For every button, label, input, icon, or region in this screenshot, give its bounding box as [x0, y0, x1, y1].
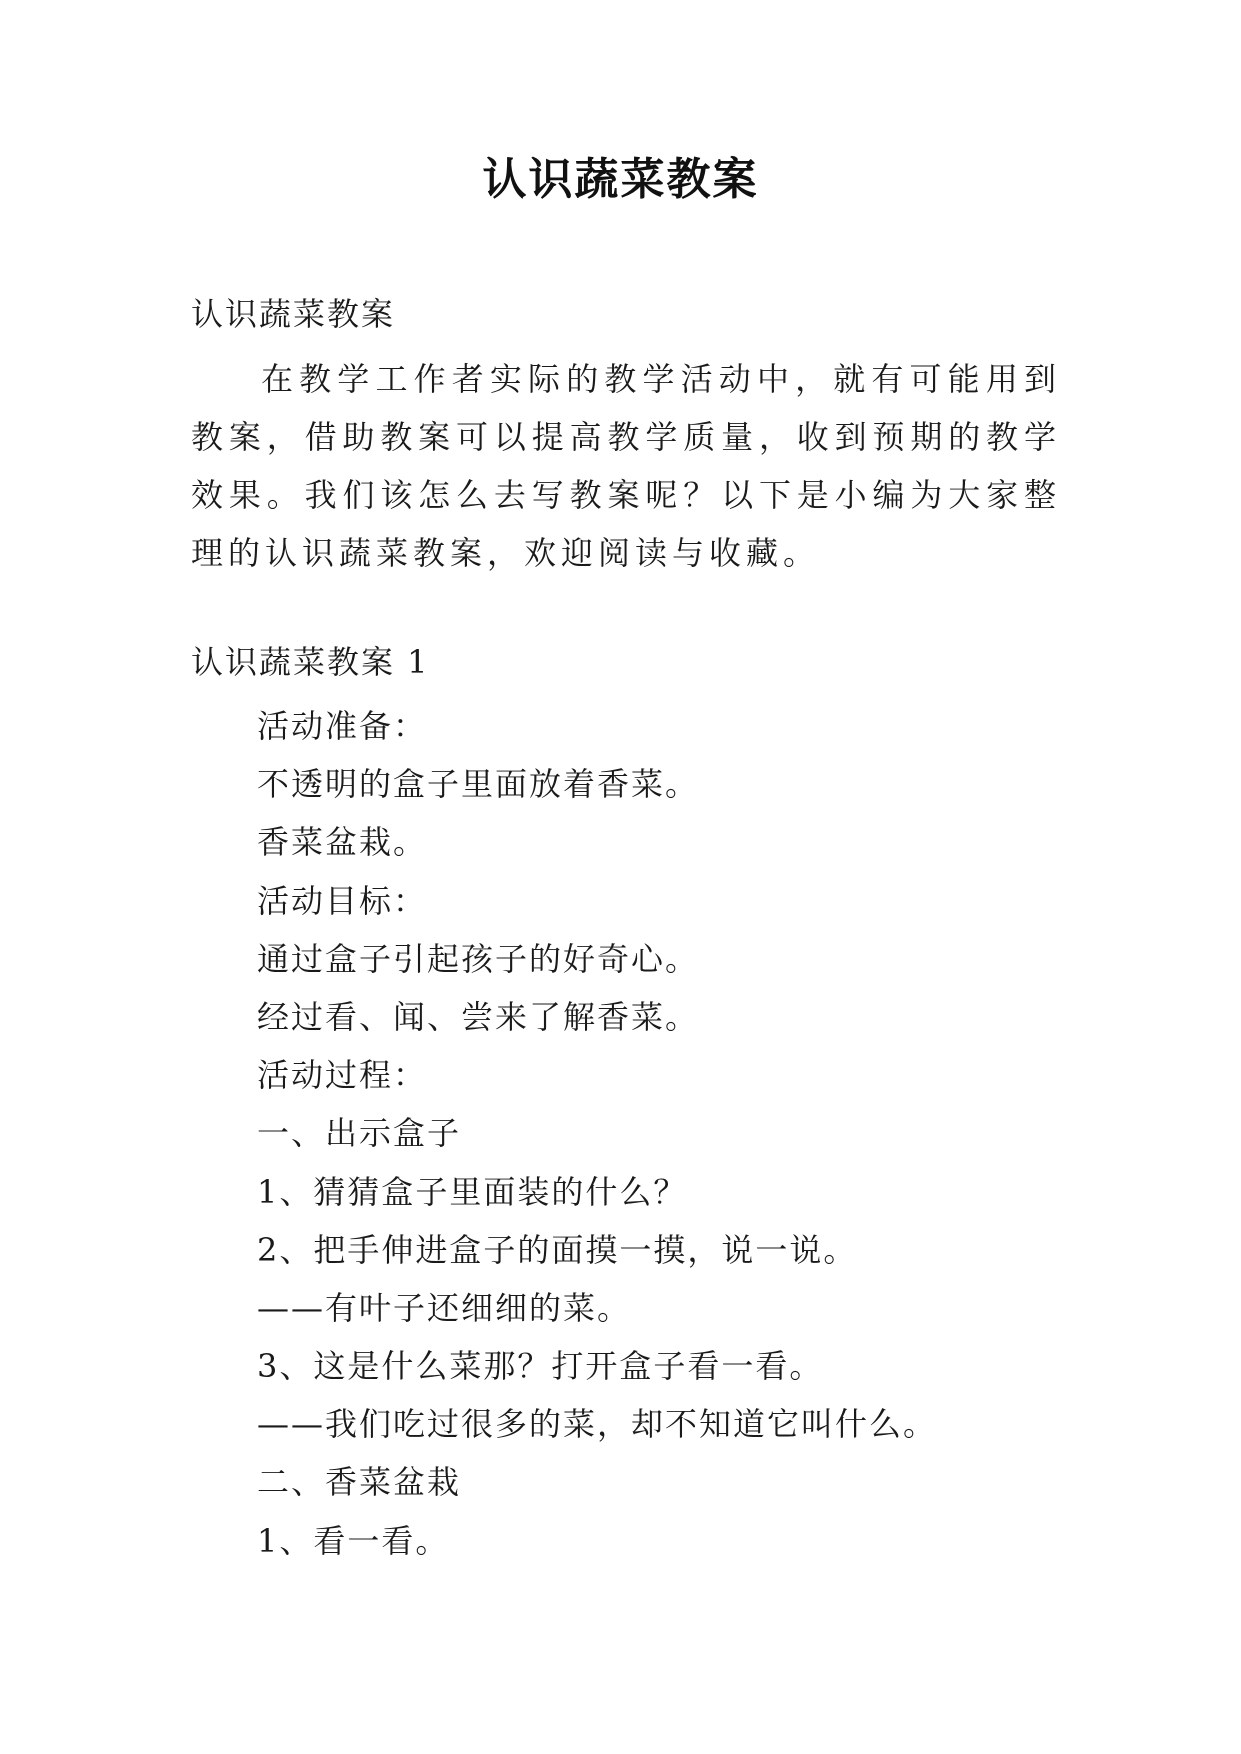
section-line-step-heading: 一、出示盒子: [257, 1114, 462, 1153]
lead-heading: 认识蔬菜教案: [191, 295, 396, 333]
section-heading: 认识蔬菜教案 1: [191, 643, 430, 681]
section-line-process-heading: 活动过程：: [257, 1056, 428, 1095]
section-line: 1、猜猜盒子里面装的什么？: [257, 1172, 688, 1211]
section-line: 不透明的盒子里面放着香菜。: [257, 765, 700, 804]
section-line: ——有叶子还细细的菜。: [257, 1288, 632, 1327]
section-lines: [257, 697, 937, 1570]
section-line: 通过盒子引起孩子的好奇心。: [257, 939, 700, 978]
section-line: 3、这是什么菜那？打开盒子看一看。: [257, 1347, 824, 1386]
section-line-step-heading: 二、香菜盆栽: [257, 1463, 462, 1502]
page-title: 认识蔬菜教案: [482, 154, 759, 205]
section-line: 2、把手伸进盒子的面摸一摸，说一说。: [257, 1230, 858, 1269]
intro-paragraph: 在教学工作者实际的教学活动中，就有可能用到教案，借助教案可以提高教学质量，收到预期的教学效果。我们该怎么去写教案呢？以下是小编为大家整理的认识蔬菜教案，欢迎阅读与收藏。: [191, 360, 1061, 572]
section-line: 1、看一看。: [257, 1521, 450, 1560]
section-line: 香菜盆栽。: [257, 823, 428, 862]
section-line-prep-heading: 活动准备：: [257, 707, 428, 745]
section-line: ——我们吃过很多的菜，却不知道它叫什么。: [257, 1405, 938, 1444]
section-line: 经过看、闻、尝来了解香菜。: [257, 997, 700, 1036]
section-line-goal-heading: 活动目标：: [257, 881, 428, 920]
